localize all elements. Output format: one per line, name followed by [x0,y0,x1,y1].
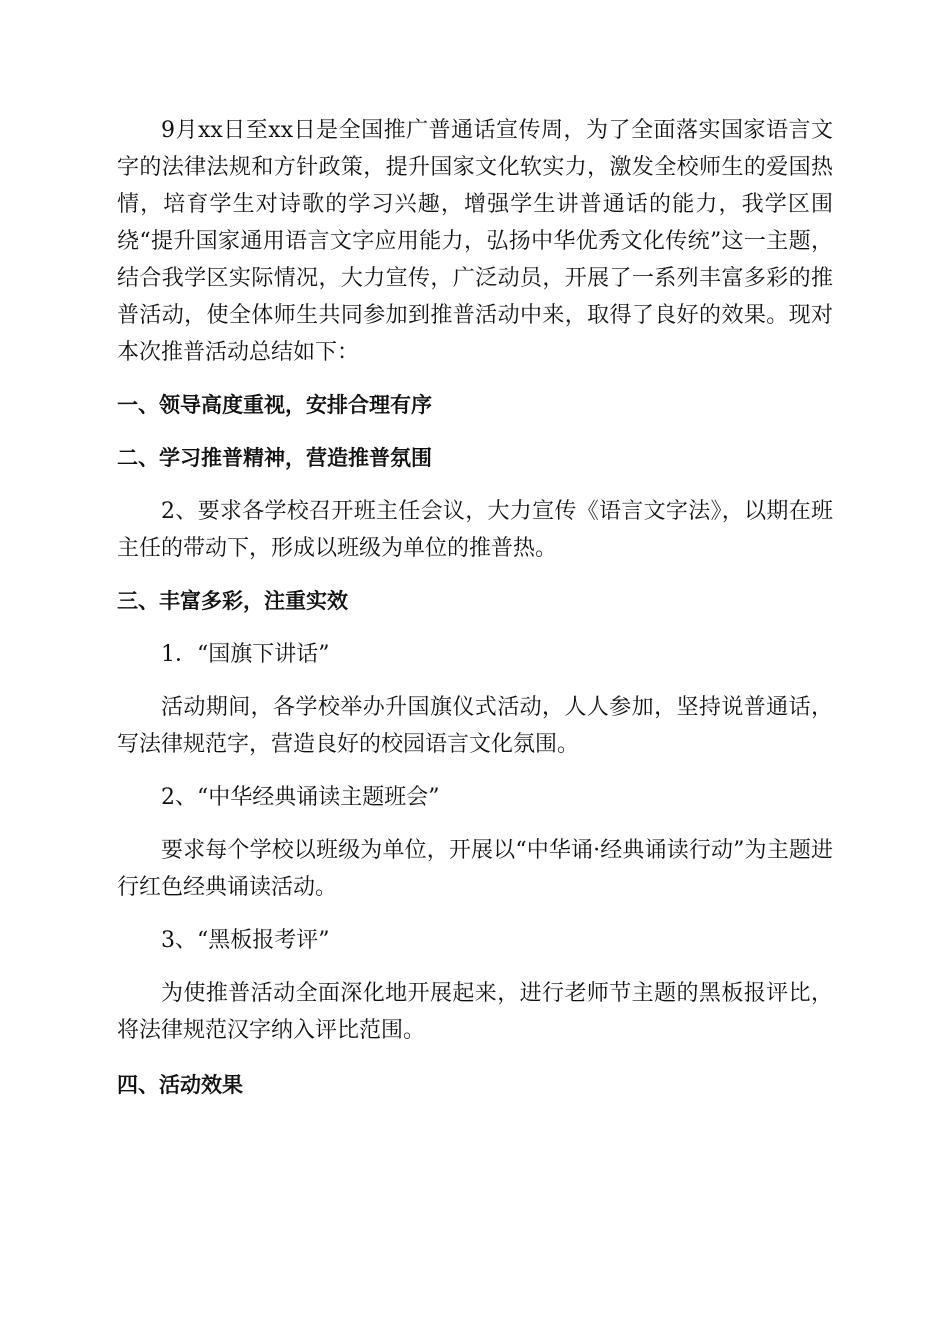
document-body [117,112,833,1104]
item1-paragraph: 活动期间，各学校举办升国旗仪式活动，人人参加，坚持说普通话，写法律规范字，营造良好的校园语言文化氛围。 [117,695,833,757]
item3-paragraph: 为使推普活动全面深化地开展起来，进行老师节主题的黑板报评比，将法律规范汉字纳入评比范围。 [117,981,833,1043]
section2-paragraph: 2、要求各学校召开班主任会议，大力宣传《语言文字法》，以期在班主任的带动下，形成以班级为单位的推普热。 [117,499,833,561]
section4-heading: 四、活动效果 [117,1073,243,1097]
item2-paragraph: 要求每个学校以班级为单位，开展以“中华诵·经典诵读行动”为主题进行红色经典诵读活动。 [117,838,833,900]
item2-title: 2、“中华经典诵读主题班会” [161,785,440,810]
section2-heading: 二、学习推普精神，营造推普氛围 [117,446,432,470]
item3-title: 3、“黑板报考评” [161,928,330,953]
item1-title: 1．“国旗下讲话” [161,642,330,667]
section3-heading: 三、丰富多彩，注重实效 [117,589,348,613]
intro-paragraph: 9月xx日至xx日是全国推广普通话宣传周，为了全面落实国家语言文字的法律法规和方针政策，提升国家文化软实力，激发全校师生的爱国热情，培育学生对诗歌的学习兴趣，增强学生讲普通话的能力，我学区围绕“提升国家通用语言文字应用能力，弘扬中华优秀文化传统”这一主题，结合我学区实际情况，大力宣传，广泛动员，开展了一系列丰富多彩的推普活动，使全体师生共同参加到推普活动中来，取得了良好的效果。现对本次推普活动总结如下： [117,118,833,365]
section1-heading: 一、领导高度重视，安排合理有序 [117,393,432,417]
